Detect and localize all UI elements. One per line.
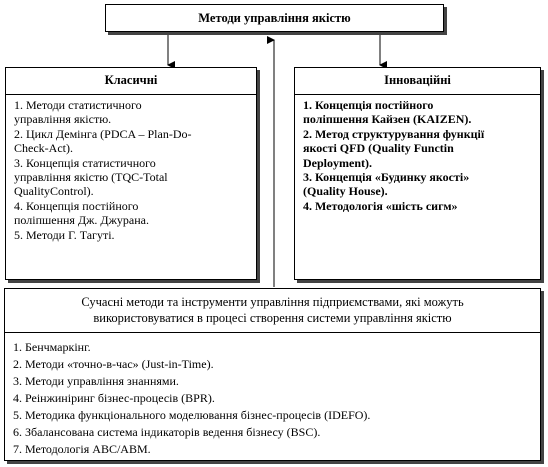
list-item: (Quality House).	[303, 184, 388, 199]
list-item: управління якістю (TQC-Total	[14, 170, 168, 185]
list-item: Deployment).	[303, 155, 372, 170]
top-box	[105, 4, 444, 32]
list-item: 5. Методи Г. Тагуті.	[14, 227, 115, 242]
modern-methods-box	[4, 288, 541, 461]
list-item: 1. Бенчмаркінг.	[13, 340, 91, 354]
list-item: 4. Реінжиніринг бізнес-процесів (BPR).	[13, 391, 215, 405]
list-item: 2. Методи «точно-в-час» (Just-in-Time).	[13, 357, 214, 371]
modern-methods-title-line2: використовуватися в процесі створення системи управління якістю	[93, 311, 452, 325]
classic-methods-list	[14, 98, 250, 242]
innovative-methods-list	[303, 98, 534, 213]
classic-methods-title: Класичні	[104, 73, 158, 87]
list-item: Check-Act).	[14, 141, 73, 156]
list-item: 2. Цикл Демінга (PDCA – Plan-Do-	[14, 126, 192, 141]
list-item: 2. Метод структурування функції	[303, 126, 485, 141]
modern-methods-title-line1: Сучасні методи та інструменти управління підприємствами, які можуть	[81, 295, 464, 309]
list-item: 5. Методика функціонального моделювання бізнес-процесів (IDEFO).	[13, 408, 371, 422]
classic-separator	[6, 94, 256, 95]
top-box-title: Методи управління якістю	[198, 11, 351, 25]
innovative-separator	[295, 94, 540, 95]
list-item: управління якістю.	[14, 112, 112, 127]
list-item: QualityControl).	[14, 184, 94, 199]
modern-separator	[5, 332, 540, 333]
list-item: 4. Методологія «шість сигм»	[303, 198, 458, 213]
list-item: 1. Методи статистичного	[14, 98, 142, 112]
list-item: 4. Концепція постійного	[14, 198, 139, 213]
innovative-methods-box	[294, 67, 541, 280]
list-item: 3. Концепція «Будинку якості»	[303, 170, 470, 185]
list-item: 6. Збалансована система індикаторів ведення бізнесу (BSC).	[13, 425, 321, 439]
list-item: поліпшення Дж. Джурана.	[14, 213, 149, 228]
innovative-methods-title: Інноваційні	[384, 73, 451, 87]
modern-methods-title	[5, 294, 540, 326]
list-item: 7. Методологія ABC/ABM.	[13, 442, 151, 456]
list-item: якості QFD (Quality Functin	[303, 141, 454, 156]
modern-methods-list	[13, 339, 534, 458]
list-item: 3. Концепція статистичного	[14, 155, 156, 170]
list-item: поліпшення Кайзен (KAIZEN).	[303, 112, 472, 127]
list-item: 1. Концепція постійного	[303, 98, 434, 112]
list-item: 3. Методи управління знаннями.	[13, 374, 179, 388]
classic-methods-box	[5, 67, 257, 280]
